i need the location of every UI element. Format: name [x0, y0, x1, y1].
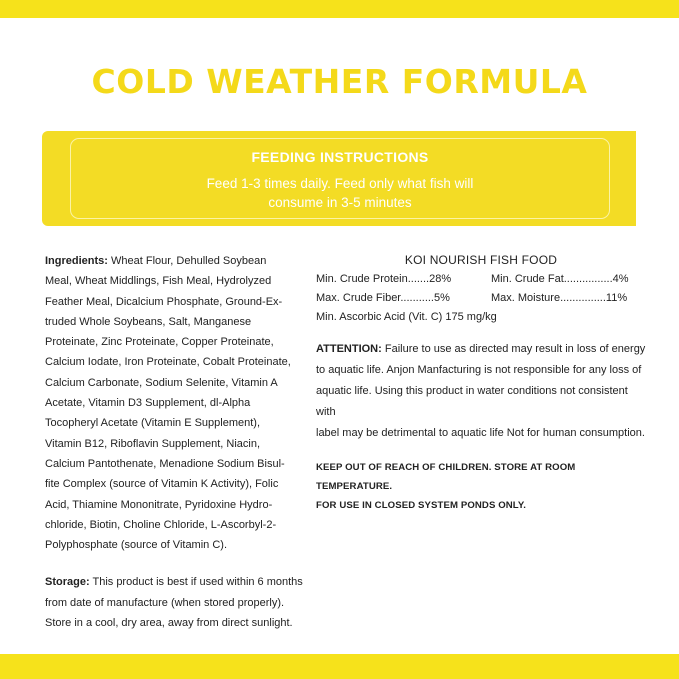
top-yellow-bar — [0, 0, 679, 18]
moisture: Max. Moisture...............11% — [491, 292, 628, 304]
crude-protein: Min. Crude Protein.......28% — [316, 273, 452, 285]
ingredients-line: Calcium Iodate, Iron Proteinate, Cobalt Proteinate, — [45, 356, 291, 369]
ingredients-line: Tocopheryl Acetate (Vitamin E Supplement), — [45, 417, 261, 430]
ingredients-column — [45, 251, 307, 633]
ingredients-line: Acetate, Vitamin D3 Supplement, dl-Alpha — [45, 397, 251, 410]
feeding-line-2: consume in 3-5 minutes — [268, 195, 412, 210]
ingredients-label: Ingredients: — [45, 255, 108, 267]
warning-line-1: KEEP OUT OF REACH OF CHILDREN. STORE AT ROOM TEMPERATURE. — [316, 462, 576, 492]
attention-label: ATTENTION: — [316, 343, 382, 355]
storage-paragraph — [45, 572, 307, 633]
storage-line: Store in a cool, dry area, away from direct sunlight. — [45, 617, 293, 630]
attention-line: aquatic life. Using this product in water conditions not consistent with — [316, 385, 628, 418]
ingredients-line: Calcium Carbonate, Sodium Selenite, Vitamin A — [45, 376, 278, 389]
ingredients-line: Meal, Wheat Middlings, Fish Meal, Hydrolyzed — [45, 275, 272, 288]
storage-line: from date of manufacture (when stored properly). — [45, 596, 285, 609]
storage-label: Storage: — [45, 576, 90, 589]
storage-line: Storage: This product is best if used within 6 months — [45, 576, 303, 589]
attention-line: to aquatic life. Anjon Manfacturing is not responsible for any loss of — [316, 364, 642, 376]
crude-fat: Min. Crude Fat................4% — [491, 273, 629, 285]
ingredients-line: Ingredients: Wheat Flour, Dehulled Soybean — [45, 255, 267, 267]
ingredients-line: chloride, Biotin, Choline Chloride, L-Ascorbyl-2- — [45, 518, 277, 531]
ingredients-line: truded Whole Soybeans, Salt, Manganese — [45, 315, 252, 328]
attention-paragraph — [316, 339, 648, 444]
feeding-line-1: Feed 1-3 times daily. Feed only what fish will — [206, 176, 474, 191]
ingredients-line: Acid, Thiamine Mononitrate, Pyridoxine Hydro- — [45, 498, 273, 511]
product-name: KOI NOURISH FISH FOOD — [404, 253, 558, 267]
warning-line-2: FOR USE IN CLOSED SYSTEM PONDS ONLY. — [316, 500, 527, 511]
ascorbic-acid: Min. Ascorbic Acid (Vit. C) 175 mg/kg — [316, 311, 497, 323]
analysis-row — [316, 308, 656, 327]
ingredients-line: Feather Meal, Dicalcium Phosphate, Ground-Ex- — [45, 295, 283, 308]
analysis-row — [316, 289, 656, 308]
crude-fiber: Max. Crude Fiber...........5% — [316, 292, 450, 304]
ingredients-line: Calcium Pantothenate, Menadione Sodium Bisul- — [45, 457, 285, 470]
safety-warning — [316, 458, 651, 515]
attention-line: label may be detrimental to aquatic life Not for human consumption. — [316, 427, 645, 439]
page-title: COLD WEATHER FORMULA — [91, 62, 588, 101]
feeding-heading: FEEDING INSTRUCTIONS — [251, 149, 429, 165]
ingredients-line: fite Complex (source of Vitamin K Activity), Folic — [45, 478, 279, 491]
analysis-column — [316, 251, 656, 515]
ingredients-line: Proteinate, Zinc Proteinate, Copper Proteinate, — [45, 336, 274, 349]
ingredients-line: Vitamin B12, Riboflavin Supplement, Niacin, — [45, 437, 261, 450]
bottom-yellow-bar — [0, 654, 679, 679]
ingredients-paragraph — [45, 251, 307, 555]
attention-line: ATTENTION: Failure to use as directed may result in loss of energy — [316, 343, 646, 355]
ingredients-line: Polyphosphate (source of Vitamin C). — [45, 539, 227, 552]
feeding-instructions-box — [70, 138, 610, 219]
analysis-row — [316, 270, 656, 289]
